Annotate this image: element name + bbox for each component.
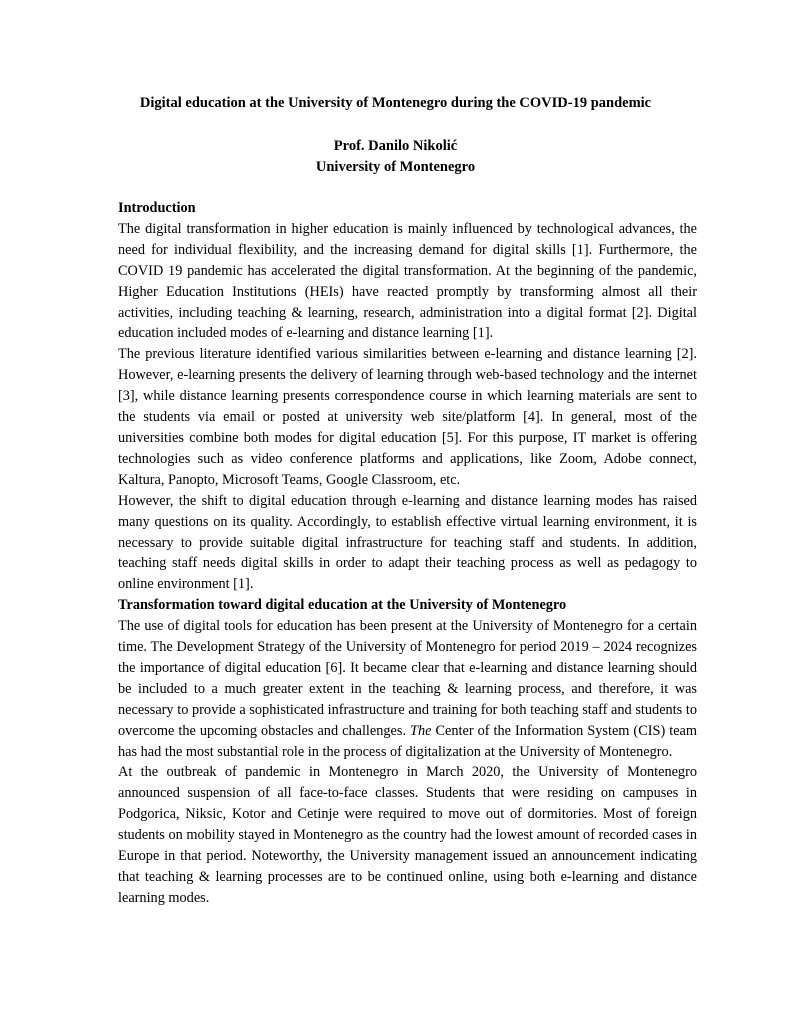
- intro-paragraph-2: The previous literature identified various similarities between e-learning and distance learning [2]. However, e-learning presents the delivery of learning through web-based technology and the internet [3], while distance learning presents correspondence course in which learning materials are sent to the students via email or posted at university web site/platform [4]. In general, most of the universities combine both modes for digital education [5]. For this purpose, IT market is offering technologies such as video conference platforms and applications, like Zoom, Adobe connect, Kaltura, Panopto, Microsoft Teams, Google Classroom, etc.: [118, 346, 697, 488]
- transformation-paragraph-2: At the outbreak of pandemic in Montenegro in March 2020, the University of Montenegro announced suspension of all face-to-face classes. Students that were residing on campuses in Podgorica, Niksic, Kotor and Cetinje were required to move out of dormitories. Most of foreign students on mobility stayed in Montenegro as the country had the lowest amount of recorded cases in Europe in that period. Noteworthy, the University management issued an announcement indicating that teaching & learning processes are to be continued online, using both e-learning and distance learning modes.: [118, 764, 697, 906]
- author-name: Prof. Danilo Nikolić: [333, 138, 458, 154]
- transformation-paragraph-1: [118, 616, 697, 762]
- transformation-paragraph-1-italic: The: [410, 722, 432, 739]
- intro-paragraph-3: However, the shift to digital education through e-learning and distance learning modes has raised many questions on its quality. Accordingly, to establish effective virtual learning environment, it is necessary to provide suitable digital infrastructure for teaching staff and students. In addition, teaching staff needs digital skills in order to adapt their teaching process as well as pedagogy to online environment [1].: [118, 492, 697, 593]
- body-text: [118, 198, 697, 909]
- intro-paragraph-1: The digital transformation in higher education is mainly influenced by technological advances, the need for individual flexibility, and the increasing demand for digital skills [1]. Furthermore, the COVID 19 pandemic has accelerated the digital transformation. At the beginning of the pandemic, Higher Education Institutions (HEIs) have reacted promptly by transforming almost all their activities, including teaching & learning, research, administration into a digital format [2]. Digital education included modes of e-learning and distance learning [1].: [118, 220, 697, 342]
- transformation-paragraph-1-part-b: Center of the Information System (CIS) team has had the most substantial role in the process of digitalization at the University of Montenegro.: [118, 722, 698, 760]
- author-affiliation: University of Montenegro: [315, 159, 476, 175]
- paper-title: Digital education at the University of Montenegro during the COVID-19 pandemic: [139, 95, 652, 111]
- section-heading-transformation: Transformation toward digital education at the University of Montenegro: [118, 597, 567, 614]
- section-heading-introduction: Introduction: [118, 200, 196, 216]
- transformation-paragraph-1-part-a: The use of digital tools for education has been present at the University of Montenegro for a certain time. The Development Strategy of the University of Montenegro for period 2019 – 2024 recognizes the importance of digital education [6]. It became clear that e-learning and distance learning should be included to a much greater extent in the teaching & learning process, and therefore, it was necessary to provide a sophisticated infrastructure and training for both teaching staff and students to overcome the upcoming obstacles and challenges.: [118, 618, 697, 739]
